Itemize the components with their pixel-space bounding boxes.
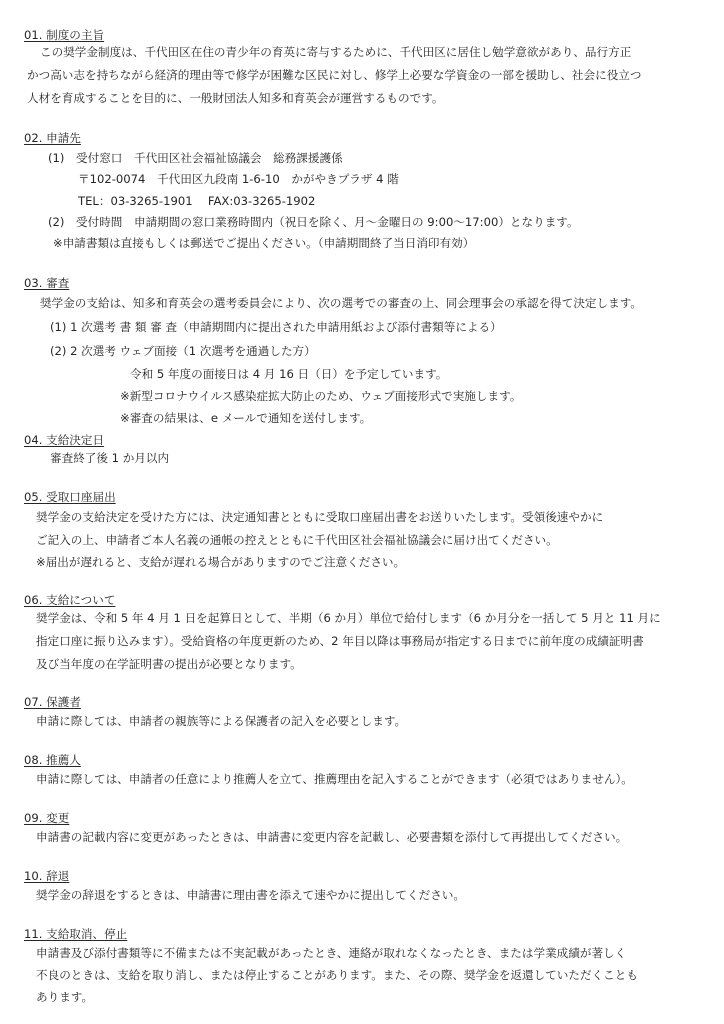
screening-line: (1) 1 次選考 書 類 審 査（申請期間内に提出された申請用紙および添付書類等による）: [50, 320, 502, 334]
section-title-decision-date: 04. 支給決定日: [24, 433, 105, 447]
screening-note: ※新型コロナウイルス感染症拡大防止のため、ウェブ面接形式で実施します。: [120, 389, 522, 403]
application-office-phone: TEL：03-3265-1901 FAX:03-3265-1902: [78, 194, 316, 208]
screening-line: (2) 2 次選考 ウェブ面接（1 次選考を通過した方）: [50, 344, 316, 358]
section-title-screening: 03. 審査: [24, 276, 70, 290]
section-title-recommender: 08. 推薦人: [24, 753, 81, 767]
section-title-payment: 06. 支給について: [24, 593, 116, 607]
section-title-account-registration: 05. 受取口座届出: [24, 490, 116, 504]
section-title-purpose: 01. 制度の主旨: [24, 28, 105, 42]
section-title-cancellation: 11. 支給取消、停止: [24, 927, 128, 941]
purpose-line: この奨学金制度は、千代田区在住の青少年の育英に寄与するために、千代田区に居住し勉学意欲があり、品行方正: [40, 45, 632, 59]
decision-date-line: 審査終了後 1 か月以内: [50, 451, 170, 465]
purpose-line: 人材を育成することを目的に、一般財団法人知多和育英会が運営するものです。: [27, 91, 444, 105]
screening-line: 奨学金の支給は、知多和育英会の選考委員会により、次の選考での審査の上、同会理事会の承認を得て決定します。: [40, 296, 642, 310]
payment-line: 指定口座に振り込みます）。受給資格の年度更新のため、2 年目以降は事務局が指定する日までに前年度の成績証明書: [36, 634, 644, 648]
section-title-withdrawal: 10. 辞退: [24, 869, 70, 883]
screening-line: 令和 5 年度の面接日は 4 月 16 日（日）を予定しています。: [130, 367, 448, 381]
application-office-line: (2) 受付時間 申請期間の窓口業務時間内（祝日を除く、月～金曜日の 9:00～17:00）となります。: [48, 215, 579, 229]
account-registration-line: 奨学金の支給決定を受けた方には、決定通知書とともに受取口座届出書をお送りいたします。受領後速やかに: [36, 510, 604, 524]
withdrawal-line: 奨学金の辞退をするときは、申請書に理由書を添えて速やかに提出してください。: [36, 888, 465, 902]
cancellation-line: 申請書及び添付書類等に不備または不実記載があったとき、連絡が取れなくなったとき、または学業成績が著しく: [36, 946, 627, 960]
payment-line: 奨学金は、令和 5 年 4 月 1 日を起算日として、半期（6 か月）単位で給付します（6 か月分を一括して 5 月と 11 月に: [36, 611, 661, 625]
cancellation-line: あります。: [36, 990, 94, 1004]
payment-line: 及び当年度の在学証明書の提出が必要となります。: [36, 657, 302, 671]
purpose-line: かつ高い志を持ちながら経済的理由等で修学が困難な区民に対し、修学上必要な学資金の一部を援助し、社会に役立つ: [27, 68, 642, 82]
cancellation-line: 不良のときは、支給を取り消し、または停止することがあります。また、その際、奨学金を返還していただくことも: [36, 968, 638, 982]
screening-note: ※審査の結果は、e メールで通知を送付します。: [120, 411, 372, 425]
account-registration-note: ※届出が遅れると、支給が遅れる場合がありますのでご注意ください。: [36, 555, 406, 569]
application-office-note: ※申請書類は直接もしくは郵送でご提出ください。（申請期間終了当日消印有効）: [53, 236, 475, 250]
guardian-line: 申請に際しては、申請者の親族等による保護者の記入を必要とします。: [36, 714, 407, 728]
application-office-address: 〒102-0074 千代田区九段南 1-6-10 かがやきプラザ 4 階: [78, 172, 399, 186]
section-title-changes: 09. 変更: [24, 811, 70, 825]
application-office-line: (1) 受付窓口 千代田区社会福祉協議会 総務課援護係: [48, 151, 343, 165]
account-registration-line: ご記入の上、申請者ご本人名義の通帳の控えとともに千代田区社会福祉協議会に届け出てください。: [36, 533, 558, 547]
section-title-application-office: 02. 申請先: [24, 131, 81, 145]
section-title-guardian: 07. 保護者: [24, 695, 81, 709]
changes-line: 申請書の記載内容に変更があったときは、申請書に変更内容を記載し、必要書類を添付して再提出してください。: [36, 830, 628, 844]
recommender-line: 申請に際しては、申請者の任意により推薦人を立て、推薦理由を記入することができます（必須ではありません）。: [36, 772, 633, 786]
